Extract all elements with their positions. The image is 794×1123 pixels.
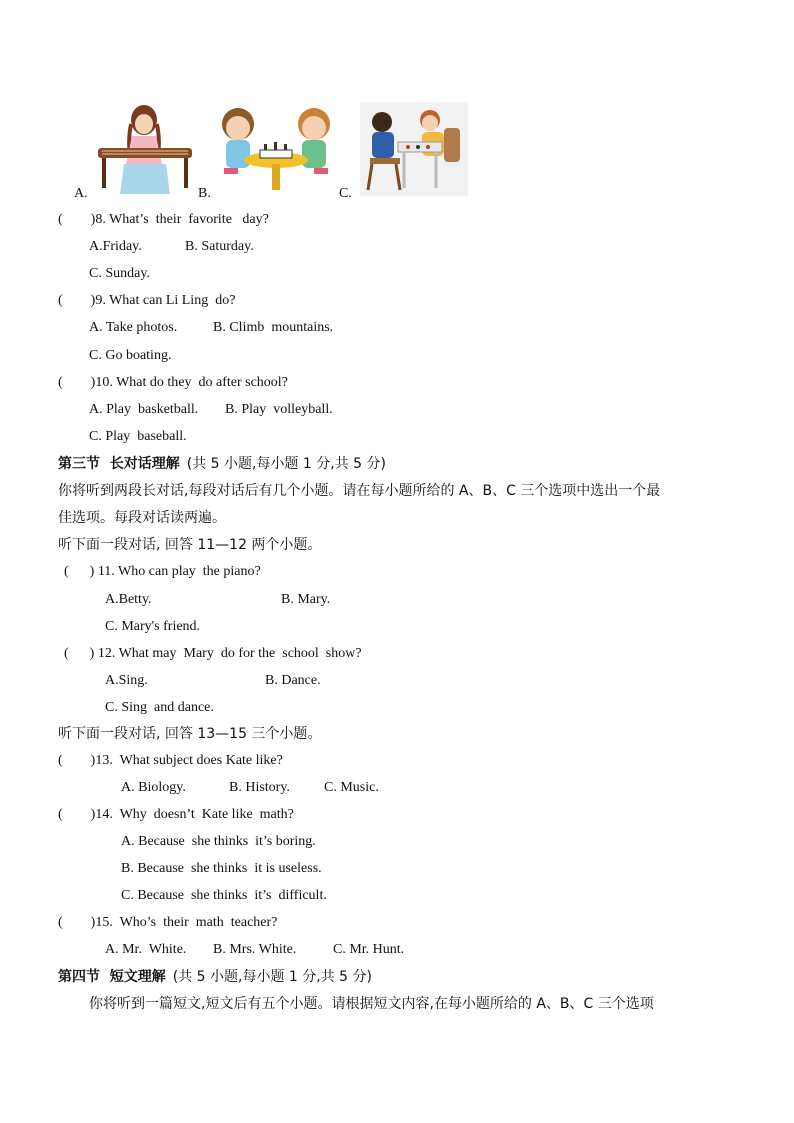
q13-option-c: C. Music. [324, 780, 379, 795]
question-13: ( )13. What subject does Kate like? [58, 753, 283, 768]
board-game-boys-illustration [360, 102, 468, 196]
q15-option-a: A. Mr. White. [105, 942, 187, 957]
q10-option-a: A. Play basketball. [89, 402, 199, 417]
q13-option-b: B. History. [229, 780, 290, 795]
q12-option-c: C. Sing and dance. [105, 700, 214, 715]
q8-option-a: A.Friday. [89, 239, 142, 254]
question-8: ( )8. What’s their favorite day? [58, 212, 269, 227]
section3-instruction-1: 你将听到两段长对话,每段对话后有几个小题。请在每小题所给的 A、B、C 三个选项中选出一个最 [58, 483, 661, 499]
q15-option-c: C. Mr. Hunt. [333, 942, 405, 957]
q9-option-b: B. Climb mountains. [213, 320, 334, 335]
question-9: ( )9. What can Li Ling do? [58, 293, 236, 308]
q14-option-c: C. Because she thinks it’s difficult. [121, 888, 327, 903]
q9-option-c: C. Go boating. [89, 348, 172, 363]
q12-option-a: A.Sing. [105, 673, 148, 688]
chess-kids-illustration [218, 102, 336, 194]
section4-heading [58, 968, 372, 987]
dialog-2-intro: 听下面一段对话, 回答 13—15 三个小题。 [58, 726, 322, 742]
section3-instruction-2: 佳选项。每段对话读两遍。 [58, 510, 226, 526]
q14-option-a: A. Because she thinks it’s boring. [121, 834, 316, 849]
q11-option-a: A.Betty. [105, 592, 152, 607]
option-b-label: B. [198, 186, 211, 201]
q14-option-b: B. Because she thinks it is useless. [121, 861, 322, 876]
section4-score: (共 5 小题,每小题 1 分,共 5 分) [172, 969, 372, 985]
q12-option-b: B. Dance. [265, 673, 321, 688]
option-c-label: C. [339, 186, 352, 201]
question-14: ( )14. Why doesn’t Kate like math? [58, 807, 294, 822]
q8-option-c: C. Sunday. [89, 266, 150, 281]
section3-title: 第三节 长对话理解 [58, 456, 180, 472]
section4-title: 第四节 短文理解 [58, 969, 166, 985]
question-12: ( ) 12. What may Mary do for the school show? [64, 646, 362, 661]
q11-option-c: C. Mary's friend. [105, 619, 201, 634]
dialog-1-intro: 听下面一段对话, 回答 11—12 两个小题。 [58, 537, 322, 553]
question-11: ( ) 11. Who can play the piano? [64, 564, 261, 579]
q10-option-c: C. Play baseball. [89, 429, 187, 444]
option-a-label: A. [74, 186, 88, 201]
q11-option-b: B. Mary. [281, 592, 331, 607]
section3-score: (共 5 小题,每小题 1 分,共 5 分) [186, 456, 386, 472]
question-10: ( )10. What do they do after school? [58, 375, 288, 390]
section3-heading [58, 455, 386, 474]
q15-option-b: B. Mrs. White. [213, 942, 297, 957]
q9-option-a: A. Take photos. [89, 320, 178, 335]
guzheng-girl-illustration [96, 102, 196, 196]
section4-instruction-1: 你将听到一篇短文,短文后有五个小题。请根据短文内容,在每小题所给的 A、B、C 三个选项 [89, 996, 654, 1012]
q13-option-a: A. Biology. [121, 780, 186, 795]
q10-option-b: B. Play volleyball. [225, 402, 333, 417]
q8-option-b: B. Saturday. [185, 239, 254, 254]
question-15: ( )15. Who’s their math teacher? [58, 915, 278, 930]
